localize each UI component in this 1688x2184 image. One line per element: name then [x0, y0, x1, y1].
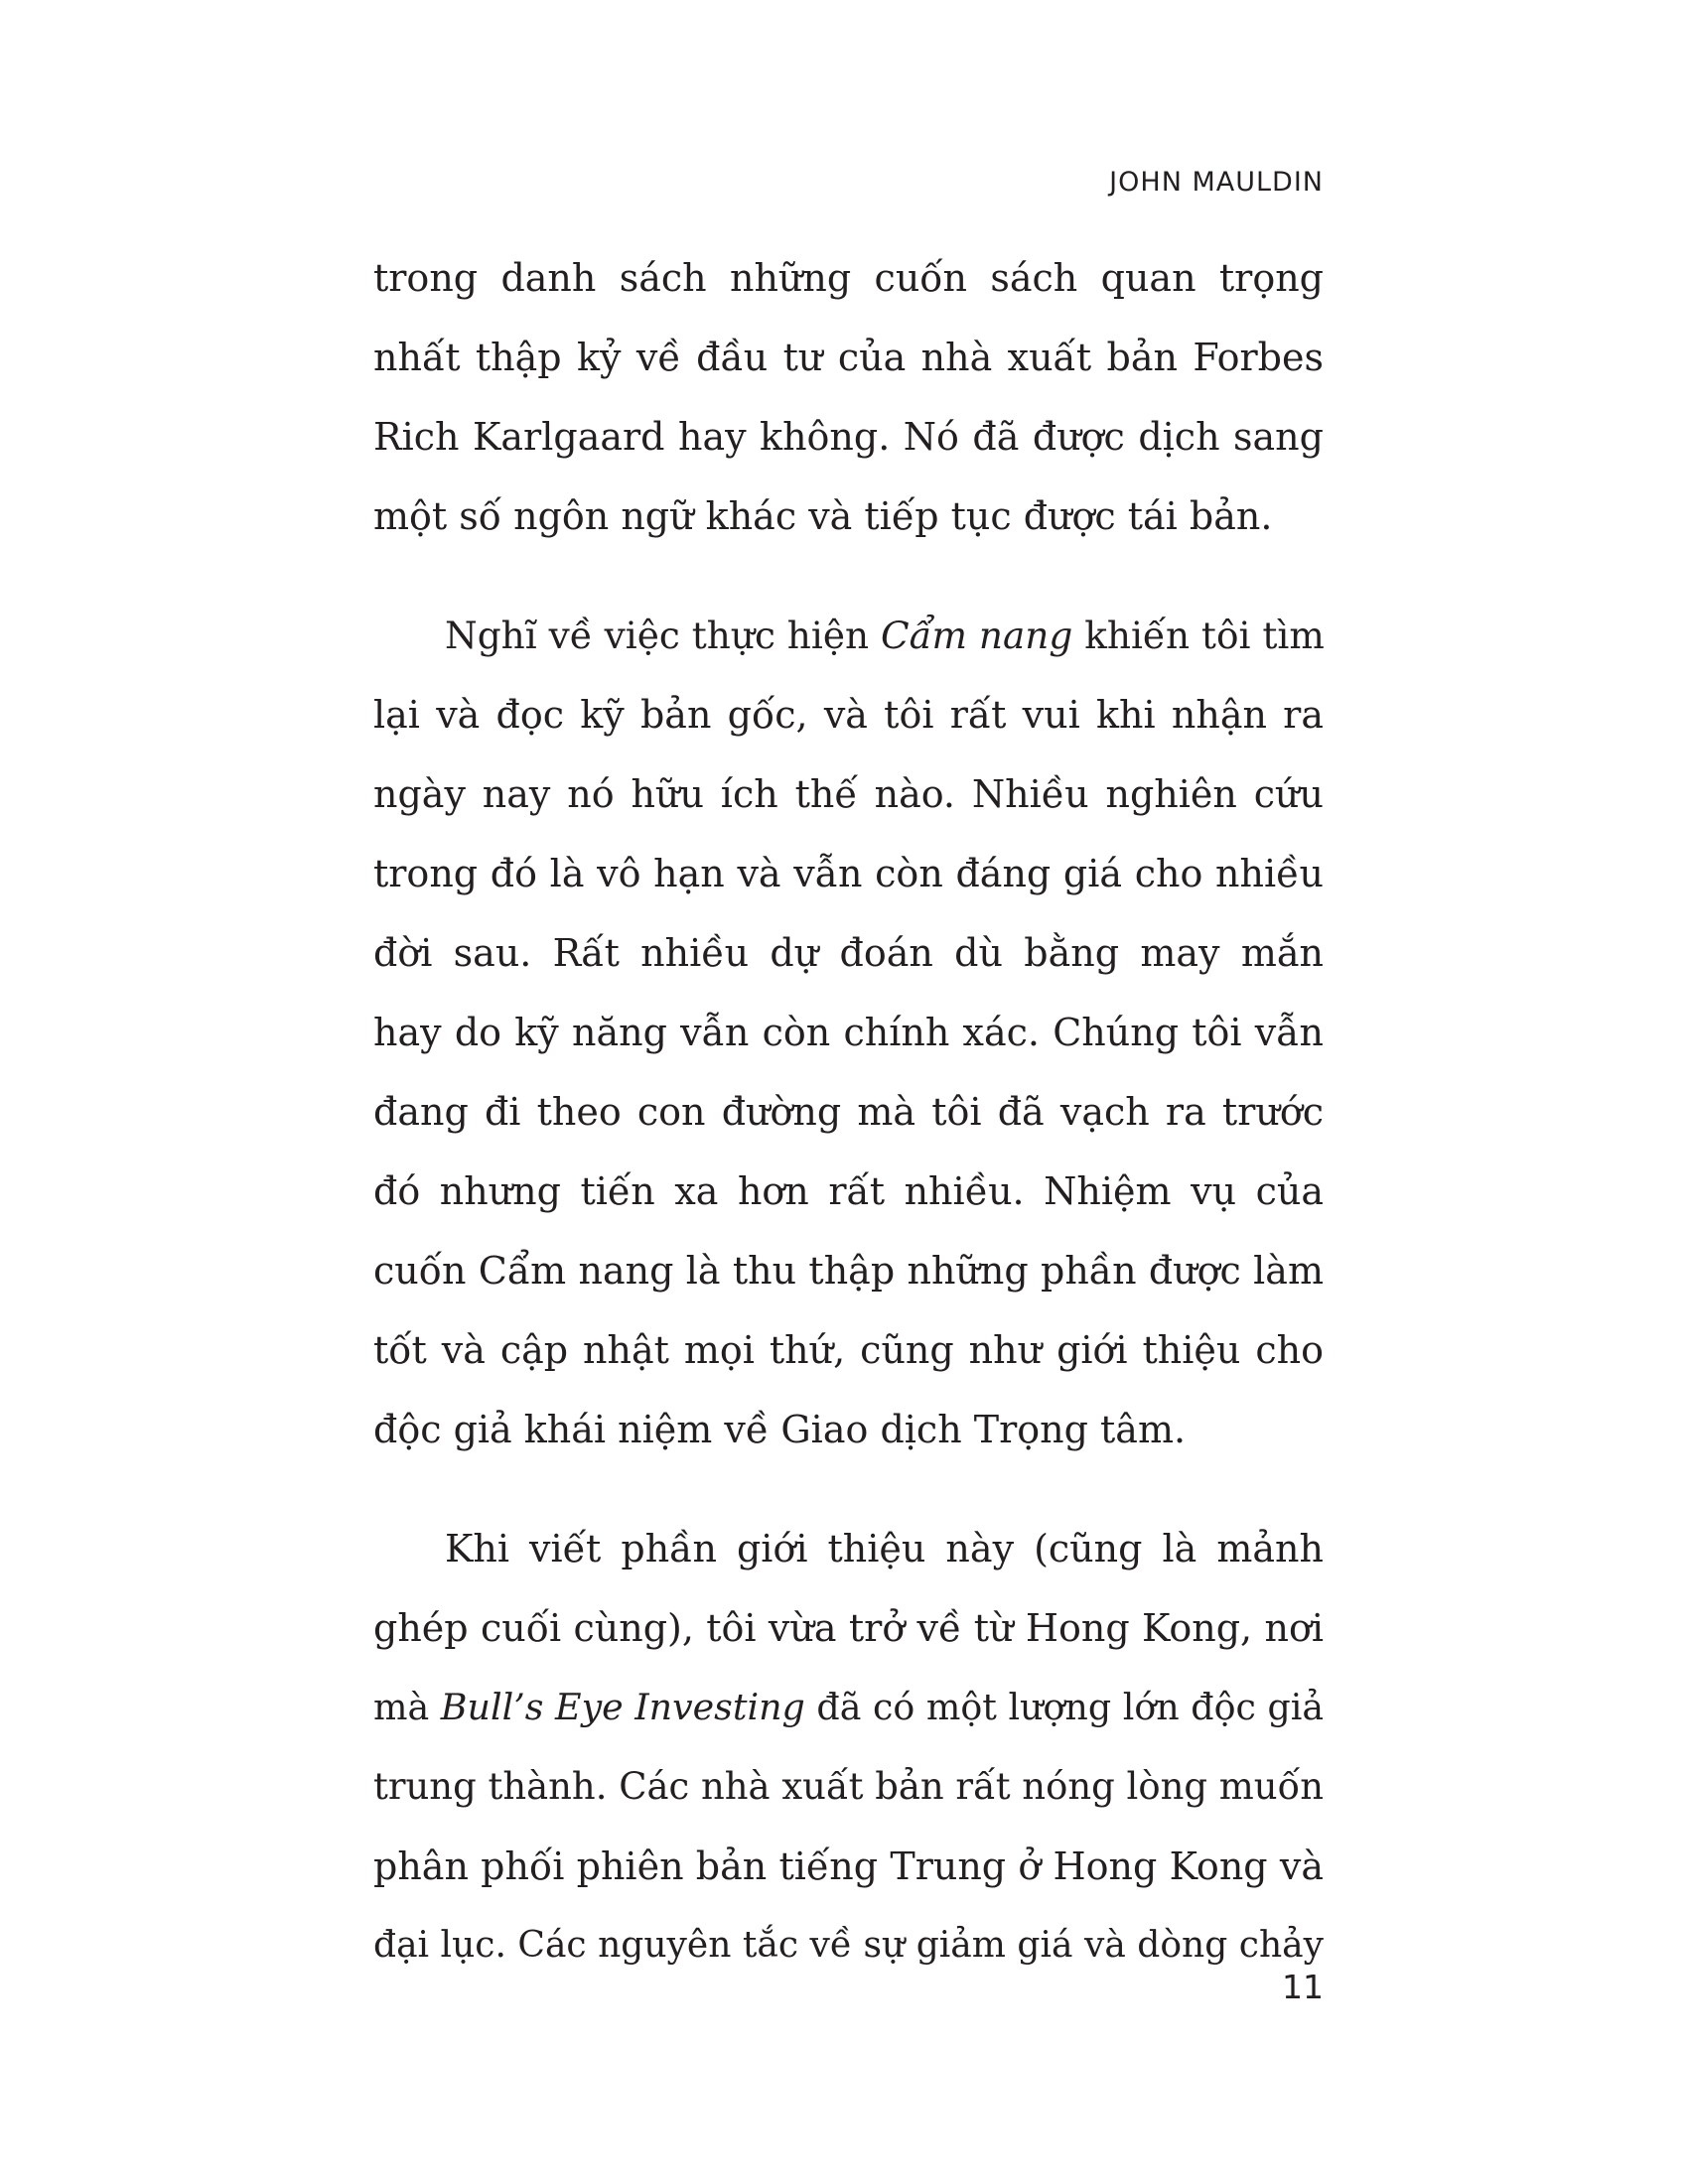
text-line: đang đi theo con đường mà tôi đã vạch ra trước — [373, 1090, 1324, 1134]
text-line: cuốn Cẩm nang là thu thập những phần được làm — [373, 1249, 1324, 1293]
text-line: tốt và cập nhật mọi thứ, cũng như giới thiệu cho — [373, 1328, 1324, 1372]
text-line: trung thành. Các nhà xuất bản rất nóng lòng muốn — [373, 1765, 1324, 1808]
text-line: trong đó là vô hạn và vẫn còn đáng giá cho nhiều — [373, 852, 1324, 895]
paragraph-spacer — [373, 556, 1324, 596]
italic-title: Bull’s Eye Investing — [440, 1686, 805, 1728]
text-run: khiến tôi tìm — [1072, 614, 1325, 657]
text-line: độc giả khái niệm về Giao dịch Trọng tâm. — [373, 1408, 1187, 1451]
italic-title: Cẩm nang — [880, 614, 1073, 657]
paragraph — [373, 1509, 1324, 1985]
text-line: Rich Karlgaard hay không. Nó đã được dịch sang — [373, 415, 1324, 459]
text-line: đại lục. Các nguyên tắc về sự giảm giá và dòng chảy — [373, 1925, 1324, 1966]
text-run: đã có một lượng lớn độc giả — [804, 1686, 1325, 1728]
running-header: JOHN MAULDIN — [1109, 167, 1324, 198]
text-run: mà — [373, 1686, 441, 1728]
text-line: phân phối phiên bản tiếng Trung ở Hong Kong và — [373, 1844, 1324, 1888]
text-line: đó nhưng tiến xa hơn rất nhiều. Nhiệm vụ của — [373, 1169, 1324, 1213]
text-line: ngày nay nó hữu ích thế nào. Nhiều nghiên cứu — [373, 772, 1324, 816]
body-text — [373, 238, 1324, 1985]
text-line: Khi viết phần giới thiệu này (cũng là mảnh — [445, 1527, 1324, 1570]
paragraph — [373, 238, 1324, 556]
paragraph-spacer — [373, 1469, 1324, 1509]
text-run: Nghĩ về việc thực hiện — [445, 614, 881, 657]
text-line: đời sau. Rất nhiều dự đoán dù bằng may mắn — [373, 931, 1324, 975]
page-number: 11 — [1282, 1968, 1324, 2006]
text-line — [373, 596, 1324, 675]
text-line: hay do kỹ năng vẫn còn chính xác. Chúng tôi vẫn — [373, 1011, 1324, 1054]
text-line: một số ngôn ngữ khác và tiếp tục được tái bản. — [373, 494, 1273, 538]
text-line — [373, 1668, 1324, 1747]
text-line: trong danh sách những cuốn sách quan trọng — [373, 256, 1324, 300]
text-line: lại và đọc kỹ bản gốc, và tôi rất vui khi nhận ra — [373, 693, 1324, 737]
text-line: ghép cuối cùng), tôi vừa trở về từ Hong Kong, nơi — [373, 1606, 1324, 1650]
paragraph — [373, 596, 1324, 1469]
text-line: nhất thập kỷ về đầu tư của nhà xuất bản Forbes — [373, 336, 1324, 379]
